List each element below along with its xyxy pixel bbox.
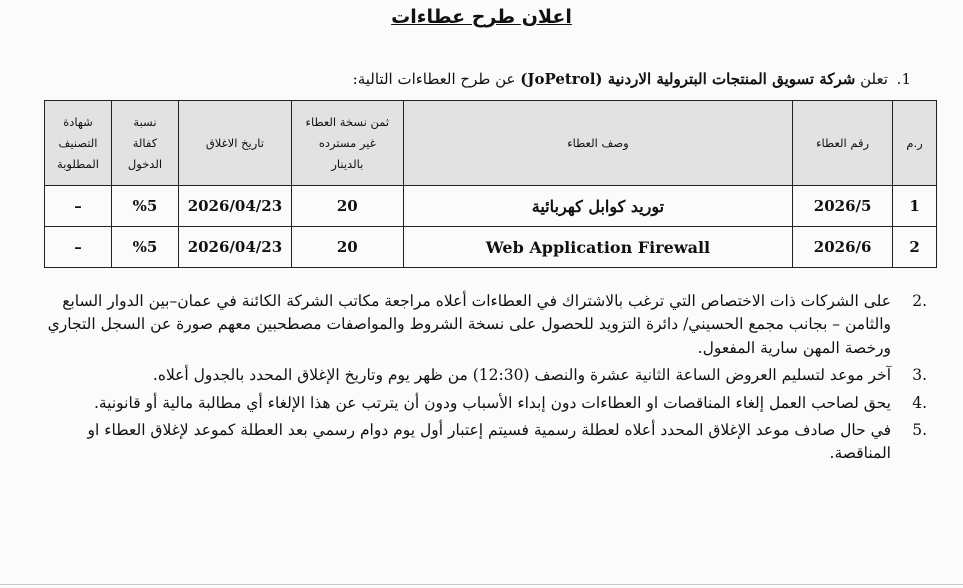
cell-tender-number: 2026/5 xyxy=(793,186,893,227)
condition-item xyxy=(47,419,927,466)
condition-item xyxy=(47,290,927,360)
header-closing-date: تاريخ الاغلاق xyxy=(178,101,291,186)
intro-after: عن طرح العطاءات التالية: xyxy=(352,70,516,88)
condition-text: على الشركات ذات الاختصاص التي ترغب بالاشتراك في العطاءات أعلاه مراجعة مكاتب الشركة الكائنة في عمان–بين الدوار السابع والثامن – بجانب مجمع الحسيني/ دائرة التزويد للحصول على نسخة الشروط والمواصفات مصطحبين معهم صورة عن السجل التجاري ورخصة المهن سارية المفعول. xyxy=(47,292,891,357)
table-row xyxy=(45,227,937,268)
cell-closing-date: 2026/04/23 xyxy=(178,186,291,227)
cell-tender-number: 2026/6 xyxy=(793,227,893,268)
intro-number: 1. xyxy=(896,70,911,88)
condition-item xyxy=(47,364,927,387)
header-classification: شهادة التصنيف المطلوبة xyxy=(45,101,112,186)
cell-index: 1 xyxy=(893,186,937,227)
condition-item xyxy=(47,392,927,415)
condition-number: .4 xyxy=(912,393,927,412)
condition-number: .2 xyxy=(912,292,927,310)
cell-price: 20 xyxy=(291,227,403,268)
cell-description: توريد كوابل كهربائية xyxy=(403,186,792,227)
conditions-list xyxy=(47,290,927,470)
condition-text: يحق لصاحب العمل إلغاء المناقصات او العطاءات دون إبداء الأسباب ودون أن يترتب عن هذا الإلغاء أي مطالبة مالية أو قانونية. xyxy=(93,393,891,412)
condition-text: في حال صادف موعد الإغلاق المحدد أعلاه لعطلة رسمية فسيتم إعتبار أول يوم دوام رسمي بعد العطلة كموعد لإغلاق العطاء او المناقصة. xyxy=(87,421,891,463)
header-index: ر.م xyxy=(893,101,937,186)
cell-closing-date: 2026/04/23 xyxy=(178,227,291,268)
cell-guarantee: %5 xyxy=(112,227,179,268)
company-name: شركة تسويق المنتجات البترولية الاردنية (JoPetrol) xyxy=(520,70,856,88)
condition-number: .5 xyxy=(912,421,927,440)
intro-before: تعلن xyxy=(860,70,888,88)
header-tender-number: رقم العطاء xyxy=(793,101,893,186)
table-row xyxy=(45,186,937,227)
condition-number: .3 xyxy=(912,366,927,385)
tenders-table xyxy=(44,100,937,268)
cell-description: Web Application Firewall xyxy=(403,227,792,268)
cell-index: 2 xyxy=(893,227,937,268)
cell-classification: – xyxy=(45,227,112,268)
header-price: ثمن نسخة العطاء غير مسترده بالدينار xyxy=(291,101,403,186)
cell-guarantee: %5 xyxy=(112,186,179,227)
bottom-divider xyxy=(0,584,963,585)
intro-paragraph xyxy=(51,70,911,88)
cell-price: 20 xyxy=(291,186,403,227)
header-description: وصف العطاء xyxy=(403,101,792,186)
cell-classification: – xyxy=(45,186,112,227)
header-guarantee: نسبة كفالة الدخول xyxy=(112,101,179,186)
condition-text: آخر موعد لتسليم العروض الساعة الثانية عشرة والنصف (12:30) من ظهر يوم وتاريخ الإغلاق المحدد بالجدول أعلاه. xyxy=(152,366,891,385)
page-title: اعلان طرح عطاءات xyxy=(391,6,572,28)
table-header-row xyxy=(45,101,937,186)
